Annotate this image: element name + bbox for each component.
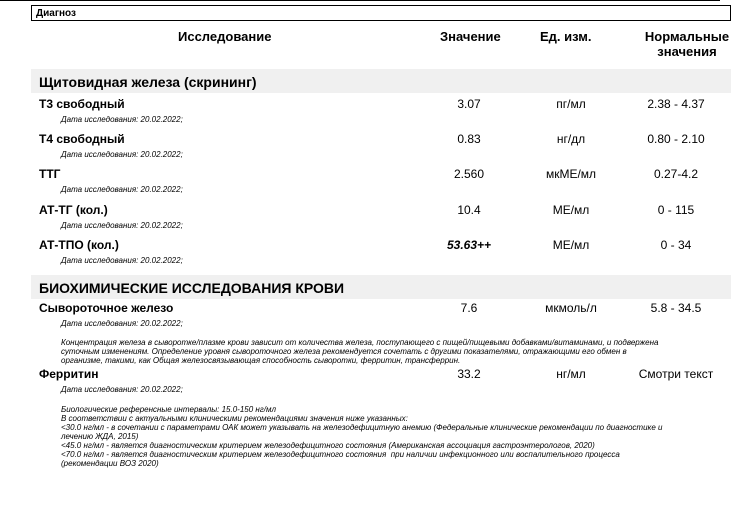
test-normal-range: Смотри текст bbox=[638, 367, 714, 381]
test-unit: пг/мл bbox=[556, 97, 586, 111]
result-row-ferritin bbox=[31, 367, 731, 403]
diagnosis-field bbox=[31, 5, 731, 21]
test-unit: нг/мл bbox=[556, 367, 586, 381]
test-value: 3.07 bbox=[457, 97, 481, 111]
test-date: Дата исследования: 20.02.2022; bbox=[61, 221, 183, 230]
test-normal-range: 0 - 34 bbox=[660, 238, 692, 252]
section-header-biochemistry: БИОХИМИЧЕСКИЕ ИССЛЕДОВАНИЯ КРОВИ bbox=[31, 275, 731, 299]
column-header-test: Исследование bbox=[178, 29, 272, 44]
test-value-abnormal: 53.63++ bbox=[446, 238, 492, 252]
test-date: Дата исследования: 20.02.2022; bbox=[61, 319, 183, 328]
column-header-value: Значение bbox=[440, 29, 501, 44]
test-normal-range: 0.27-4.2 bbox=[653, 167, 699, 181]
result-row-at-tpo bbox=[31, 238, 731, 274]
result-row-serum-iron bbox=[31, 301, 731, 337]
test-name: Ферритин bbox=[39, 367, 99, 381]
test-date: Дата исследования: 20.02.2022; bbox=[61, 256, 183, 265]
test-date: Дата исследования: 20.02.2022; bbox=[61, 150, 183, 159]
test-comment-ferritin: Биологические референсные интервалы: 15.0-150 нг/мл В соответствии с актуальными клиническими рекомендациями значения ниже указанных: <30.0 нг/мл - в сочетании с параметрами ОАК может указывать на железодефицитную анемию (Федеральные клинические рекомендации по диагностике и лечению ЖДА, 2015) <45.0 нг/мл - является диагностическим критерием железодефицитного состояния (Американская ассоциация гастроэнтерологов, 2020) <70.0 нг/мл - является диагностическим критерием железодефицитного состояния при наличии инфекционного или воспалительного процесса (рекомендации ВОЗ 2020) bbox=[61, 405, 663, 468]
top-rule bbox=[0, 0, 720, 1]
test-date: Дата исследования: 20.02.2022; bbox=[61, 385, 183, 394]
test-name: Сывороточное железо bbox=[39, 301, 174, 315]
test-unit: МЕ/мл bbox=[552, 203, 590, 217]
test-value: 2.560 bbox=[453, 167, 485, 181]
test-normal-range: 2.38 - 4.37 bbox=[647, 97, 705, 111]
test-normal-range: 5.8 - 34.5 bbox=[650, 301, 702, 315]
section-header-thyroid: Щитовидная железа (скрининг) bbox=[31, 69, 731, 93]
result-row-at-tg bbox=[31, 203, 731, 239]
test-normal-range: 0.80 - 2.10 bbox=[647, 132, 705, 146]
test-value: 33.2 bbox=[457, 367, 481, 381]
test-unit: мкМЕ/мл bbox=[545, 167, 597, 181]
test-value: 10.4 bbox=[457, 203, 481, 217]
test-unit: МЕ/мл bbox=[552, 238, 590, 252]
test-comment-serum-iron: Концентрация железа в сыворотке/плазме крови зависит от количества железа, поступающего с пищей/пищевыми добавками/витаминами, и подвержена суточным изменениям. Определение уровня сывороточного железа рекомендуется сочетать с другими показателями, отражающими его обмен в организме, такими, как Общая железосвязывающая способность сыворотки, ферритин, трансферрин. bbox=[61, 338, 659, 365]
column-header-unit: Ед. изм. bbox=[540, 29, 592, 44]
test-value: 7.6 bbox=[460, 301, 478, 315]
result-row-t4-free bbox=[31, 132, 731, 168]
test-date: Дата исследования: 20.02.2022; bbox=[61, 185, 183, 194]
test-date: Дата исследования: 20.02.2022; bbox=[61, 115, 183, 124]
test-normal-range: 0 - 115 bbox=[657, 203, 695, 217]
test-name: Т3 свободный bbox=[39, 97, 125, 111]
column-header-normal-line2: значения bbox=[657, 44, 717, 59]
result-row-t3-free bbox=[31, 97, 731, 133]
diagnosis-label: Диагноз bbox=[36, 8, 76, 19]
test-name: Т4 свободный bbox=[39, 132, 125, 146]
test-name: АТ-ТГ (кол.) bbox=[39, 203, 108, 217]
result-row-tsh bbox=[31, 167, 731, 203]
test-value: 0.83 bbox=[457, 132, 481, 146]
test-name: АТ-ТПО (кол.) bbox=[39, 238, 119, 252]
test-unit: мкмоль/л bbox=[545, 301, 597, 315]
test-name: ТТГ bbox=[39, 167, 61, 181]
column-header-normal bbox=[632, 29, 742, 59]
test-unit: нг/дл bbox=[556, 132, 586, 146]
column-header-normal-line1: Нормальные bbox=[644, 29, 730, 44]
